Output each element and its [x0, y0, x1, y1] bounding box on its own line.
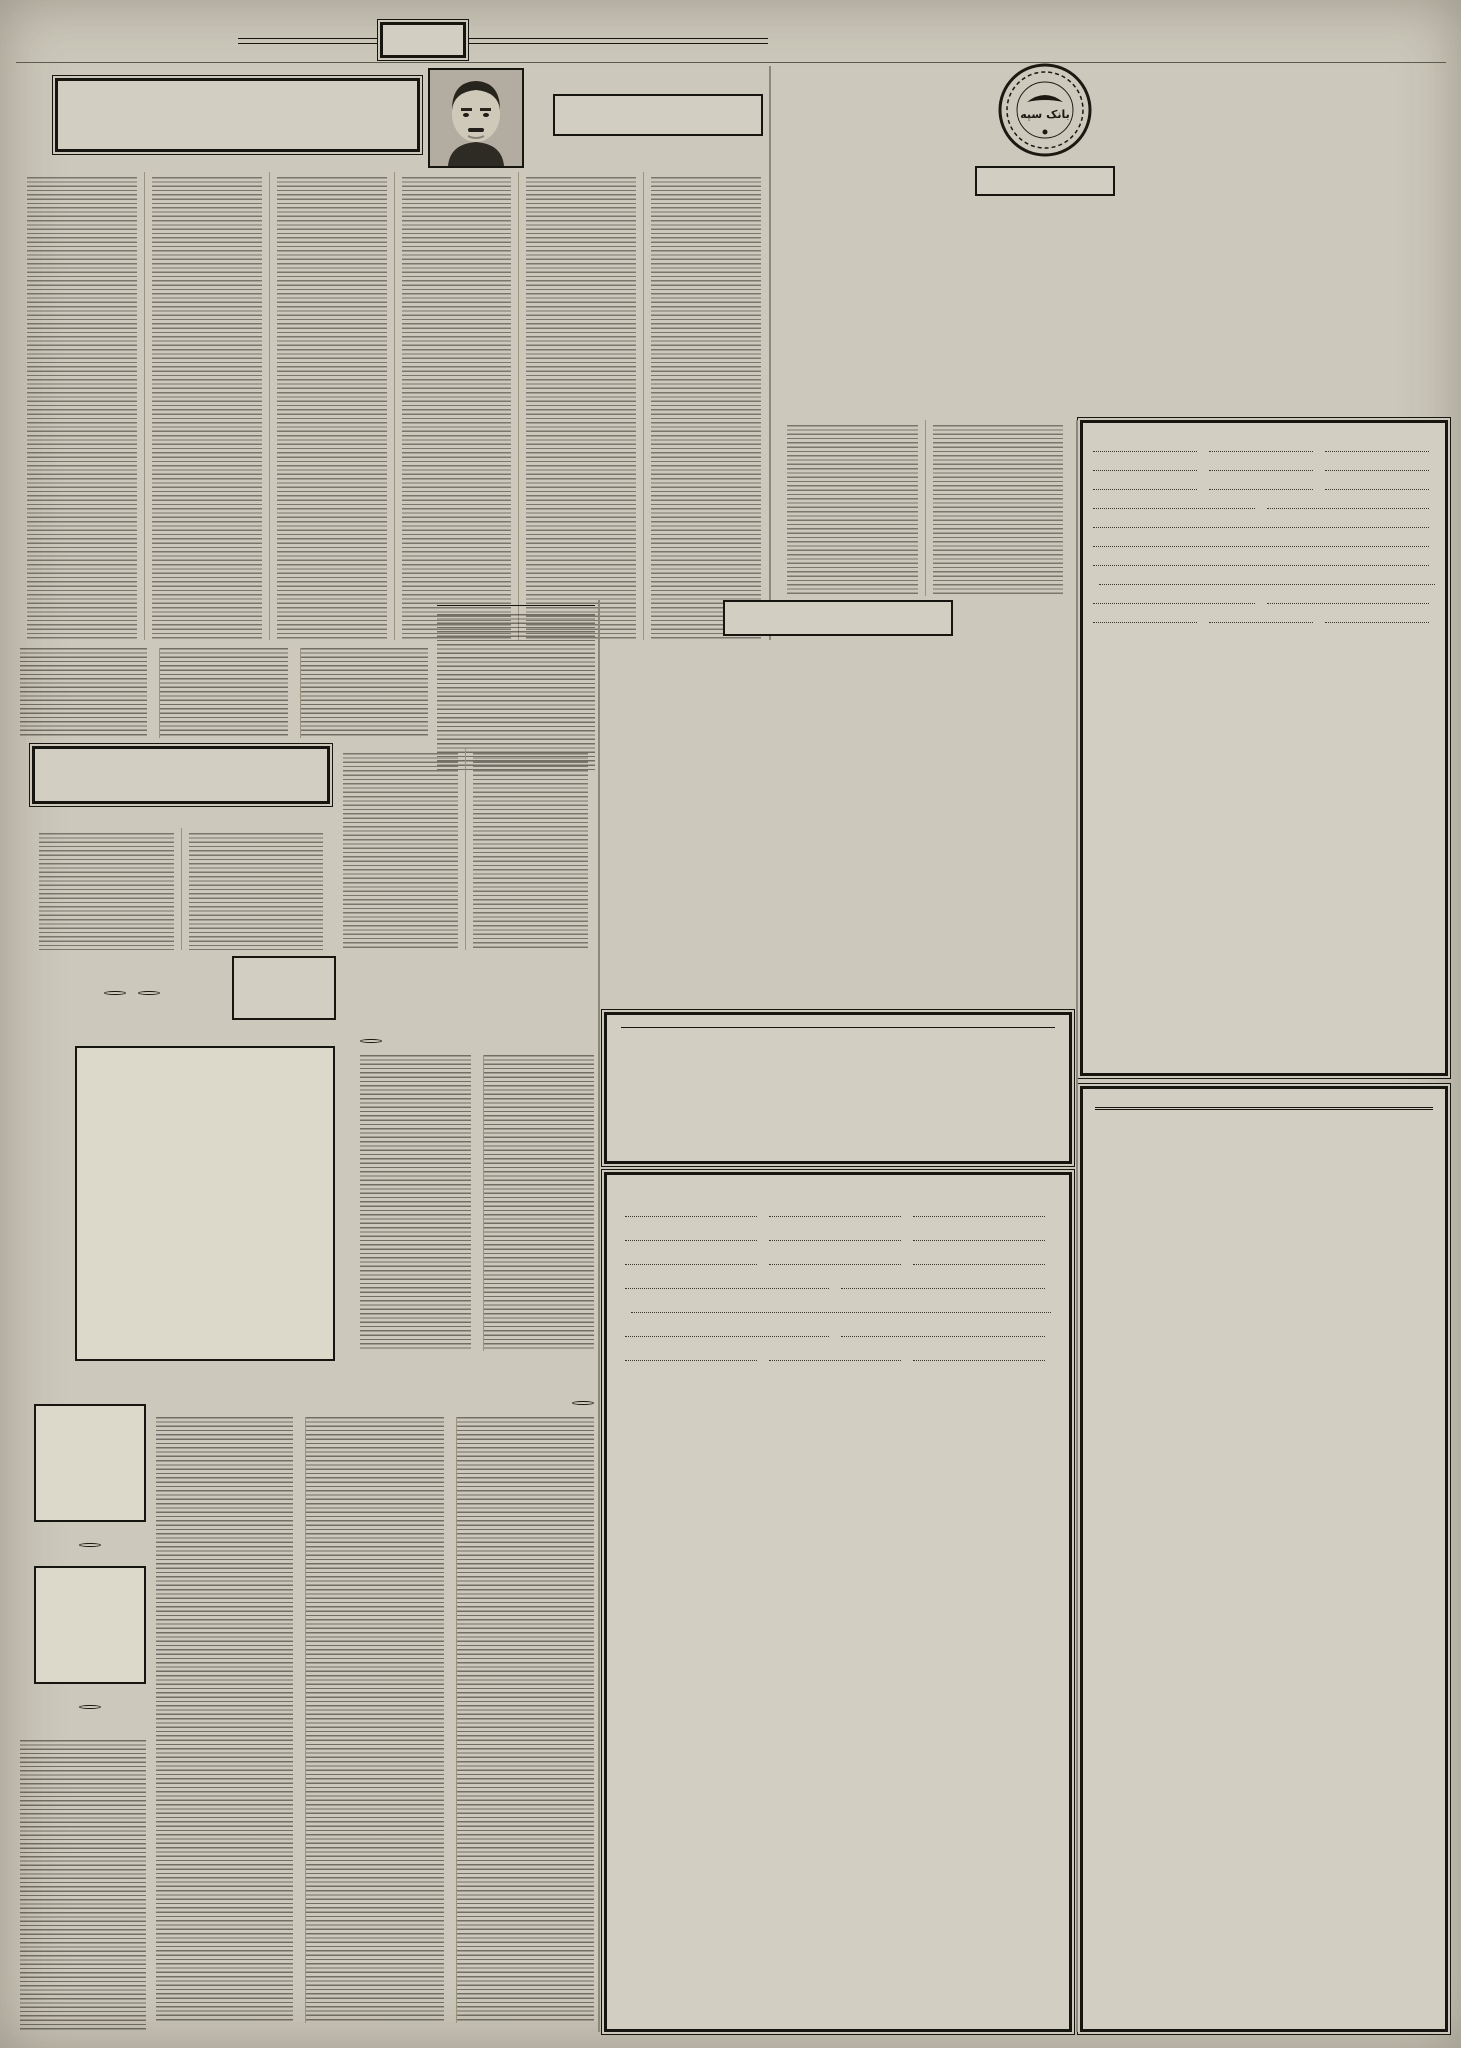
crossword-clues-horizontal	[156, 1390, 594, 2032]
crossword-clues-vertical	[360, 1028, 594, 1360]
hematology-input-line[interactable]	[1093, 556, 1429, 566]
nursing-form-row-address	[625, 1327, 1051, 1337]
form-row-id	[1093, 461, 1435, 471]
syndicate-title-box	[723, 600, 953, 636]
auction-col-1	[1148, 66, 1448, 410]
city-input-line[interactable]	[625, 1255, 757, 1265]
family-input-line[interactable]	[1209, 442, 1313, 452]
nursing-form-row-diploma-type	[625, 1279, 1051, 1289]
adam-column	[32, 828, 181, 950]
name-input-line[interactable]	[913, 1207, 1045, 1217]
nursing-form-row-address-2	[625, 1351, 1051, 1361]
ofoghi-solution-label	[79, 1705, 101, 1709]
adi-block	[104, 980, 126, 999]
adam-column	[465, 748, 595, 950]
lead-column	[780, 420, 925, 596]
auction-notice	[778, 66, 1448, 410]
address-input-line[interactable]	[1267, 594, 1429, 604]
signature-line[interactable]	[631, 1303, 1051, 1313]
adam-body-columns	[32, 828, 330, 950]
phone-input-line[interactable]	[1093, 613, 1197, 623]
alley-input-line[interactable]	[1325, 613, 1429, 623]
ofoghi-solution-label-wrap	[48, 1694, 132, 1713]
solution-grid-a	[34, 1404, 146, 1522]
section-label-box	[380, 22, 466, 58]
birth-input-line[interactable]	[625, 1231, 757, 1241]
form-row-signature	[1093, 575, 1435, 585]
column-rule	[1076, 420, 1078, 2032]
city-input-line[interactable]	[1093, 480, 1197, 490]
column-rule	[598, 600, 600, 2032]
nursing-form-row-id	[625, 1231, 1051, 1241]
form-row-address-2	[1093, 613, 1435, 623]
ofoghi-label	[572, 1401, 594, 1405]
vizheh-label	[138, 991, 160, 995]
header-ornament-rule	[238, 38, 768, 44]
nursing-form-row-signature	[625, 1303, 1051, 1313]
svg-text:بانک سپه: بانک سپه	[1020, 108, 1070, 121]
horizontal-clues-texture	[156, 1417, 594, 2023]
vizheh-block	[138, 980, 160, 999]
header-rule	[16, 62, 1446, 63]
bottom-left-text-texture	[20, 1740, 146, 2032]
adam-headline-box	[32, 746, 330, 804]
kicker-box	[553, 94, 763, 136]
paramedical-ad	[1080, 420, 1448, 1076]
portrait-illustration	[430, 70, 522, 166]
clue-column	[360, 1055, 471, 1351]
crossword-grid[interactable]	[75, 1046, 335, 1361]
publications-title	[621, 1023, 1055, 1028]
form-row-lab	[1093, 518, 1435, 528]
solution-grid-b	[34, 1566, 146, 1684]
clue-column	[156, 1417, 293, 2023]
family-input-line[interactable]	[769, 1207, 901, 1217]
filler-column	[159, 648, 287, 738]
lab-input-line[interactable]	[1093, 518, 1429, 528]
lead-column	[518, 172, 643, 640]
father-input-line[interactable]	[625, 1207, 757, 1217]
birth-input-line[interactable]	[1093, 461, 1197, 471]
math-input-line[interactable]	[1093, 499, 1255, 509]
natural-input-line[interactable]	[1267, 499, 1429, 509]
diploma-input-line[interactable]	[1209, 480, 1313, 490]
tender-title	[1095, 1101, 1433, 1110]
lead-continuation	[780, 420, 1070, 596]
lead-column	[643, 172, 768, 640]
lead-column	[20, 172, 144, 640]
form-row-diploma-type	[1093, 499, 1435, 509]
column-rule	[769, 66, 771, 640]
signature-line[interactable]	[1099, 575, 1435, 585]
lead-column	[394, 172, 519, 640]
adi-label	[104, 991, 126, 995]
crossword-issue-labels	[36, 958, 228, 1020]
bank-seal-icon	[997, 62, 1093, 158]
nursing-form-row-score	[625, 1255, 1051, 1265]
crossword-row-numbers	[337, 1046, 355, 1361]
kherdeh-headline	[437, 602, 595, 606]
syndicate-notice	[604, 600, 1072, 1004]
adam-column	[181, 828, 331, 950]
lead-body-columns	[20, 172, 768, 640]
lead-headline-box	[55, 78, 420, 152]
amudi-label	[360, 1039, 382, 1043]
father-input-line[interactable]	[1093, 442, 1197, 452]
adam-column	[336, 748, 465, 950]
lead-column	[269, 172, 394, 640]
lead-column	[144, 172, 269, 640]
filler-column	[20, 648, 147, 738]
diploma-input-line[interactable]	[769, 1255, 901, 1265]
idno-input-line[interactable]	[913, 1231, 1045, 1241]
nursing-form-row-name	[625, 1207, 1051, 1217]
idno-input-line[interactable]	[1325, 461, 1429, 471]
issue-input-line[interactable]	[769, 1231, 901, 1241]
math-input-line[interactable]	[625, 1279, 829, 1289]
radiology-input-line[interactable]	[1093, 537, 1429, 547]
form-row-score	[1093, 480, 1435, 490]
street-input-line[interactable]	[1093, 594, 1255, 604]
street-input-line[interactable]	[625, 1327, 829, 1337]
address-input-line[interactable]	[841, 1327, 1045, 1337]
crossword-title-box	[232, 956, 336, 1020]
alley-input-line[interactable]	[913, 1351, 1045, 1361]
form-row-hematology	[1093, 556, 1435, 566]
plaque-input-line[interactable]	[1209, 613, 1313, 623]
publications-ad	[604, 1012, 1072, 1164]
adi-solution-label	[79, 1543, 101, 1547]
clue-column	[483, 1055, 595, 1351]
phone-input-line[interactable]	[625, 1351, 757, 1361]
natural-input-line[interactable]	[841, 1279, 1045, 1289]
lead-column	[925, 420, 1071, 596]
name-input-line[interactable]	[1325, 442, 1429, 452]
clue-column	[456, 1417, 594, 2023]
filler-column	[300, 648, 428, 738]
adi-solution-label-wrap	[48, 1532, 132, 1551]
kherdeh-article	[437, 602, 595, 772]
issue-input-line[interactable]	[1209, 461, 1313, 471]
plaque-input-line[interactable]	[769, 1351, 901, 1361]
portrait-photo	[428, 68, 524, 168]
auction-col-3	[778, 66, 942, 410]
clue-column	[305, 1417, 443, 2023]
nursing-ad	[604, 1172, 1072, 2032]
score-input-line[interactable]	[1325, 480, 1429, 490]
vertical-clues-texture	[360, 1055, 594, 1351]
auction-center-col	[950, 66, 1140, 410]
form-row-radiology	[1093, 537, 1435, 547]
form-row-address	[1093, 594, 1435, 604]
filler-text-columns	[20, 648, 428, 738]
auction-title-box	[975, 166, 1115, 196]
tender-notice	[1080, 1086, 1448, 2032]
adam-more-columns	[336, 748, 595, 950]
score-input-line[interactable]	[913, 1255, 1045, 1265]
form-row-name	[1093, 442, 1435, 452]
